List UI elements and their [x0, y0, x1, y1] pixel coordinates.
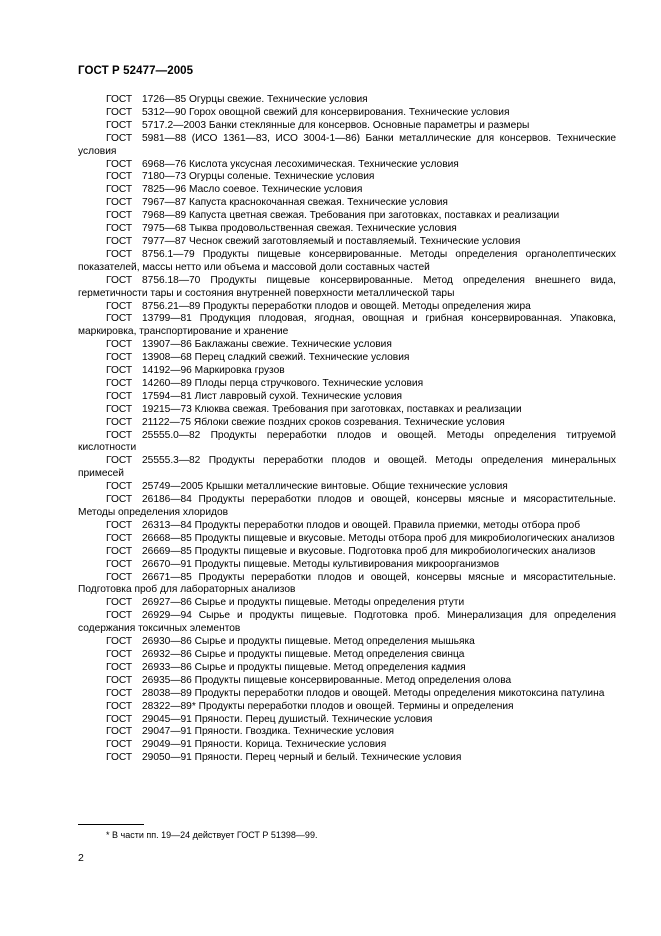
reference-item [78, 572, 616, 598]
reference-text: 29047—91 Пряности. Гвоздика. Технические условия [142, 726, 394, 738]
reference-code: ГОСТ [106, 390, 133, 402]
reference-text: 26930—86 Сырье и продукты пищевые. Метод определения мышьяка [142, 636, 475, 648]
reference-code: ГОСТ [106, 300, 133, 312]
reference-item [78, 739, 616, 752]
reference-item [78, 430, 616, 456]
footnote: * В части пп. 19—24 действует ГОСТ Р 51398—99. [106, 830, 318, 840]
reference-item [78, 675, 616, 688]
reference-code: ГОСТ [106, 481, 133, 493]
reference-code: ГОСТ [106, 661, 133, 673]
reference-item [78, 636, 616, 649]
reference-item [78, 533, 616, 546]
reference-code: ГОСТ [106, 223, 133, 235]
reference-code: ГОСТ [106, 429, 133, 441]
reference-code: ГОСТ [106, 610, 133, 622]
reference-text: 25555.3—82 Продукты переработки плодов и овощей. Методы определения минеральных примесей [78, 455, 616, 480]
reference-text: 26933—86 Сырье и продукты пищевые. Метод определения кадмия [142, 661, 466, 673]
reference-code: ГОСТ [106, 687, 133, 699]
reference-text: 26186—84 Продукты переработки плодов и овощей, консервы мясные и мясорастительные. Методы определения хлоридов [78, 494, 616, 518]
reference-code: ГОСТ [106, 752, 133, 764]
footnote-divider [78, 824, 144, 825]
reference-item [78, 365, 616, 378]
reference-item [78, 546, 616, 559]
reference-item [78, 171, 616, 184]
reference-item [78, 520, 616, 533]
reference-item [78, 197, 616, 210]
reference-text: 26313—84 Продукты переработки плодов и овощей. Правила приемки, методы отбора проб [142, 519, 581, 531]
reference-code: ГОСТ [106, 713, 133, 725]
reference-text: 25555.0—82 Продукты переработки плодов и овощей. Методы определения титруемой кислотности [78, 429, 616, 454]
reference-text: 13908—68 Перец сладкий свежий. Технические условия [142, 352, 410, 364]
reference-text: 28322—89* Продукты переработки плодов и овощей. Термины и определения [142, 700, 514, 712]
reference-text: 8756.1—79 Продукты пищевые консервированные. Методы определения органолептических показателей, массы нетто или объема и массовой доли составных частей [78, 248, 616, 273]
reference-item [78, 133, 616, 159]
reference-text: 29049—91 Пряности. Корица. Технические условия [142, 739, 387, 751]
reference-text: 6968—76 Кислота уксусная лесохимическая. Технические условия [142, 158, 459, 170]
reference-text: 8756.18—70 Продукты пищевые консервированные. Метод определения внешнего вида, герметичности тары и состояния внутренней поверхности металлической тары [78, 274, 616, 299]
reference-text: 25749—2005 Крышки металлические винтовые. Общие технические условия [142, 481, 508, 493]
reference-text: 7967—87 Капуста краснокочанная свежая. Технические условия [142, 197, 448, 209]
reference-text: 14260—89 Плоды перца стручкового. Технические условия [142, 377, 424, 389]
reference-code: ГОСТ [106, 416, 133, 428]
reference-code: ГОСТ [106, 274, 133, 286]
reference-code: ГОСТ [106, 597, 133, 609]
reference-code: ГОСТ [106, 700, 133, 712]
reference-code: ГОСТ [106, 545, 133, 557]
reference-code: ГОСТ [106, 519, 133, 531]
reference-code: ГОСТ [106, 352, 133, 364]
reference-text: 7977—87 Чеснок свежий заготовляемый и поставляемый. Технические условия [142, 235, 521, 247]
reference-text: 7180—73 Огурцы соленые. Технические условия [142, 171, 375, 183]
reference-code: ГОСТ [106, 403, 133, 415]
reference-code: ГОСТ [106, 648, 133, 660]
reference-text: 8756.21—89 Продукты переработки плодов и овощей. Методы определения жира [142, 300, 531, 312]
reference-code: ГОСТ [106, 313, 133, 325]
reference-item [78, 120, 616, 133]
reference-code: ГОСТ [106, 455, 133, 467]
reference-item [78, 649, 616, 662]
reference-text: 26927—86 Сырье и продукты пищевые. Методы определения ртути [142, 597, 465, 609]
reference-item [78, 417, 616, 430]
reference-item [78, 184, 616, 197]
reference-code: ГОСТ [106, 119, 133, 131]
reference-text: 5981—88 (ИСО 1361—83, ИСО 3004-1—86) Банки металлические для консервов. Технические условия [78, 132, 616, 157]
reference-text: 26670—91 Продукты пищевые. Методы культивирования микроорганизмов [142, 558, 500, 570]
reference-text: 5312—90 Горох овощной свежий для консервирования. Технические условия [142, 106, 510, 118]
reference-item [78, 107, 616, 120]
reference-item [78, 275, 616, 301]
reference-item [78, 391, 616, 404]
reference-code: ГОСТ [106, 184, 133, 196]
reference-item [78, 726, 616, 739]
reference-code: ГОСТ [106, 739, 133, 751]
reference-item [78, 481, 616, 494]
reference-item [78, 249, 616, 275]
reference-text: 7825—96 Масло соевое. Технические условия [142, 184, 363, 196]
reference-code: ГОСТ [106, 158, 133, 170]
reference-code: ГОСТ [106, 210, 133, 222]
reference-item [78, 404, 616, 417]
reference-item [78, 159, 616, 172]
reference-code: ГОСТ [106, 248, 133, 260]
reference-text: 29045—91 Пряности. Перец душистый. Технические условия [142, 713, 433, 725]
reference-item [78, 223, 616, 236]
reference-code: ГОСТ [106, 558, 133, 570]
reference-item [78, 714, 616, 727]
reference-text: 26929—94 Сырье и продукты пищевые. Подготовка проб. Минерализация для определения содержания токсичных элементов [78, 610, 616, 635]
reference-text: 26669—85 Продукты пищевые и вкусовые. Подготовка проб для микробиологических анализов [142, 545, 596, 557]
reference-code: ГОСТ [106, 365, 133, 377]
reference-item [78, 559, 616, 572]
reference-item [78, 313, 616, 339]
reference-text: 5717.2—2003 Банки стеклянные для консервов. Основные параметры и размеры [142, 119, 530, 131]
reference-code: ГОСТ [106, 235, 133, 247]
reference-text: 29050—91 Пряности. Перец черный и белый. Технические условия [142, 752, 462, 764]
reference-code: ГОСТ [106, 377, 133, 389]
reference-text: 26671—85 Продукты переработки плодов и овощей, консервы мясные и мясорастительные. Подготовка проб для лабораторных анализов [78, 571, 616, 596]
reference-code: ГОСТ [106, 532, 133, 544]
reference-code: ГОСТ [106, 726, 133, 738]
reference-code: ГОСТ [106, 132, 133, 144]
page-number: 2 [78, 852, 84, 864]
reference-code: ГОСТ [106, 674, 133, 686]
reference-text: 7975—68 Тыква продовольственная свежая. Технические условия [142, 223, 457, 235]
reference-text: 17594—81 Лист лавровый сухой. Технические условия [142, 390, 403, 402]
reference-item [78, 339, 616, 352]
reference-item [78, 662, 616, 675]
reference-item [78, 688, 616, 701]
reference-item [78, 210, 616, 223]
reference-text: 28038—89 Продукты переработки плодов и овощей. Методы определения микотоксина патулина [142, 687, 605, 699]
reference-text: 26668—85 Продукты пищевые и вкусовые. Методы отбора проб для микробиологических анализов [142, 532, 615, 544]
reference-text: 26935—86 Продукты пищевые консервированные. Метод определения олова [142, 674, 512, 686]
reference-item [78, 752, 616, 765]
reference-code: ГОСТ [106, 94, 133, 105]
page-header: ГОСТ Р 52477—2005 [78, 65, 194, 77]
reference-code: ГОСТ [106, 106, 133, 118]
reference-code: ГОСТ [106, 494, 133, 506]
reference-item [78, 94, 616, 107]
reference-item [78, 352, 616, 365]
reference-text: 7968—89 Капуста цветная свежая. Требования при заготовках, поставках и реализации [142, 210, 560, 222]
reference-text: 19215—73 Клюква свежая. Требования при заготовках, поставках и реализации [142, 403, 522, 415]
reference-code: ГОСТ [106, 571, 133, 583]
reference-list [78, 94, 616, 765]
reference-item [78, 610, 616, 636]
reference-text: 26932—86 Сырье и продукты пищевые. Метод определения свинца [142, 648, 465, 660]
reference-text: 1726—85 Огурцы свежие. Технические условия [142, 94, 368, 105]
reference-code: ГОСТ [106, 636, 133, 648]
reference-text: 21122—75 Яблоки свежие поздних сроков созревания. Технические условия [142, 416, 505, 428]
reference-item [78, 236, 616, 249]
reference-code: ГОСТ [106, 197, 133, 209]
reference-text: 13799—81 Продукция плодовая, ягодная, овощная и грибная консервированная. Упаковка, маркировка, транспортирование и хранение [78, 313, 616, 338]
reference-text: 14192—96 Маркировка грузов [142, 365, 285, 377]
reference-item [78, 597, 616, 610]
reference-item [78, 701, 616, 714]
reference-text: 13907—86 Баклажаны свежие. Технические условия [142, 339, 392, 351]
reference-item [78, 494, 616, 520]
reference-code: ГОСТ [106, 171, 133, 183]
reference-code: ГОСТ [106, 339, 133, 351]
reference-item [78, 378, 616, 391]
reference-item [78, 301, 616, 314]
reference-item [78, 455, 616, 481]
